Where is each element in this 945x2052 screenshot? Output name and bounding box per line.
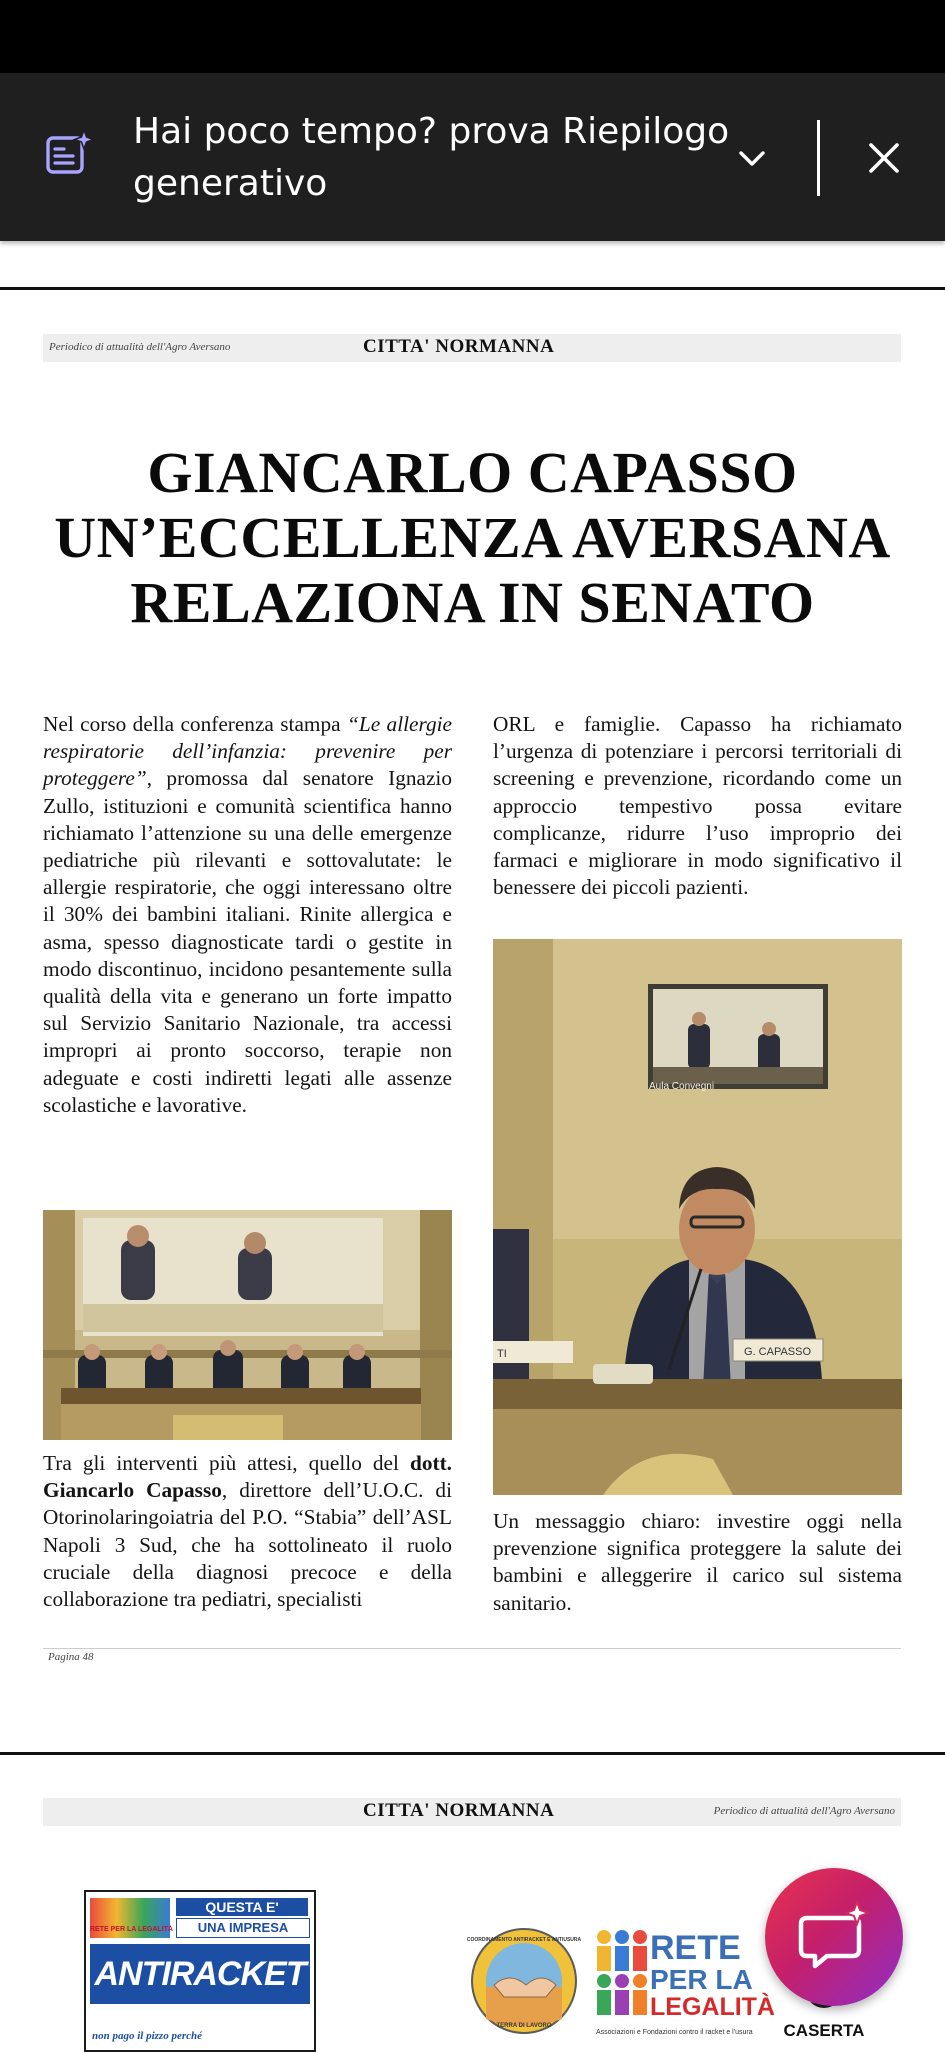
paragraph-rest: , direttore dell’U.O.C. di Otorinolaringoiatria del P.O. “Stabia” dell’ASL Napoli 3 Sud, che ha sottolineato il ruolo cruciale della diagnosi precoce e della collaborazione tra pediatri, specialisti xyxy=(43,1478,452,1612)
nameplate-left: TI xyxy=(497,1348,507,1360)
page-footer-rule xyxy=(43,1648,901,1649)
rete-line1: RETE xyxy=(650,1929,741,1967)
speaker-name: dott. Giancarlo Capasso xyxy=(43,1451,452,1503)
antiracket-coordination-seal xyxy=(466,1925,582,2043)
caserta-label: CASERTA xyxy=(783,2021,865,2040)
page-header xyxy=(43,1798,901,1826)
page-top-rule xyxy=(0,287,945,290)
article-column-2-bottom: Un messaggio chiaro: investire oggi nella prevenzione significa proteggere la salute dei bambini e alleggerire il carico sul sistema sanitario. xyxy=(493,1509,902,1615)
ad-bottom-text: non pago il pizzo perché xyxy=(92,2030,203,2042)
periodico-label: Periodico di attualità dell'Agro Aversano xyxy=(49,341,231,353)
masthead: CITTA' NORMANNA xyxy=(363,336,555,357)
rete-line2: PER LA xyxy=(650,1964,753,1995)
conference-title-quote: “Le allergie respiratorie dell’infanzia: prevenire per proteggere” xyxy=(43,712,452,791)
seal-ring-text: COORDINAMENTO ANTIRACKET E ANTIUSURA xyxy=(466,1937,582,1943)
paragraph-rest: , promossa dal senatore Ignazio Zullo, istituzioni e comunità scientifica hanno richiamato l’attenzione su una delle emergenze pediatriche più rilevanti e sottovalutate: le allergie respiratorie, che oggi interessano oltre il 30% dei bambini italiani. Rinite allergica e asma, spesso diagnosticate tardi o gestite in modo discontinuo, incidono pesantemente sulla qualità della vita e generano un forte impatto sul Servizio Sanitario Nazionale, tra accessi impropri ai pronto soccorso, terapie non adeguate e costi indiretti legati alle assenze scolastiche e lavorative. xyxy=(43,766,452,1117)
rete-line3: LEGALITÀ xyxy=(650,1993,775,2021)
ad-questa: QUESTA E' xyxy=(176,1898,308,1916)
nameplate: G. CAPASSO xyxy=(744,1346,812,1358)
status-bar xyxy=(0,0,945,73)
seal-bottom-text: TERRA DI LAVORO xyxy=(496,2023,552,2029)
masthead: CITTA' NORMANNA xyxy=(363,1800,555,1821)
page-top-rule xyxy=(0,1752,945,1755)
summary-banner-text[interactable]: Hai poco tempo? prova Riepilogo generativo xyxy=(133,111,730,204)
page-header xyxy=(43,334,901,362)
banner-divider xyxy=(817,120,820,196)
article-column-1-top xyxy=(43,711,452,1119)
screen-caption: Aula Convegni xyxy=(649,1081,715,1092)
paragraph-lead: Tra gli interventi più attesi, quello del xyxy=(43,1451,410,1475)
article-column-1-bottom xyxy=(43,1450,452,1613)
rete-per-la-legalita-logo xyxy=(594,1925,775,2043)
page-number: Pagina 48 xyxy=(48,1651,94,1663)
ai-summary-chat-icon xyxy=(765,1868,903,2006)
speaker-photo xyxy=(493,939,902,1495)
periodico-label: Periodico di attualità dell'Agro Aversano xyxy=(713,1805,895,1817)
conference-panel-photo xyxy=(43,1210,452,1440)
antiracket-ad: RETE PER LA LEGALITÀ QUESTA E' UNA IMPRESA ANTIRACKET non pago il pizzo perché xyxy=(84,1890,316,2052)
article-column-2-top: ORL e famiglie. Capasso ha richiamato l’urgenza di potenziare i percorsi territoriali di screening e prevenzione, ricordando come un approccio tempestivo possa evitare complicanze, ridurre l’uso improprio dei farmaci e migliorare in modo significativo il benessere dei piccoli pazienti. xyxy=(493,712,902,900)
summary-sparkle-icon xyxy=(44,128,96,180)
rete-subtitle: Associazioni e Fondazioni contro il racket e l'usura xyxy=(596,2029,753,2036)
close-icon[interactable] xyxy=(862,136,906,180)
ad-antiracket: ANTIRACKET xyxy=(90,1944,310,2004)
ai-assistant-fab[interactable] xyxy=(765,1868,903,2006)
paragraph-lead: Nel corso della conferenza stampa xyxy=(43,712,347,736)
chevron-down-icon[interactable] xyxy=(732,138,772,178)
ad-impresa: UNA IMPRESA xyxy=(176,1918,310,1938)
article-title: GIANCARLO CAPASSO UN’ECCELLENZA AVERSANA RELAZIONA IN SENATO xyxy=(54,440,891,635)
